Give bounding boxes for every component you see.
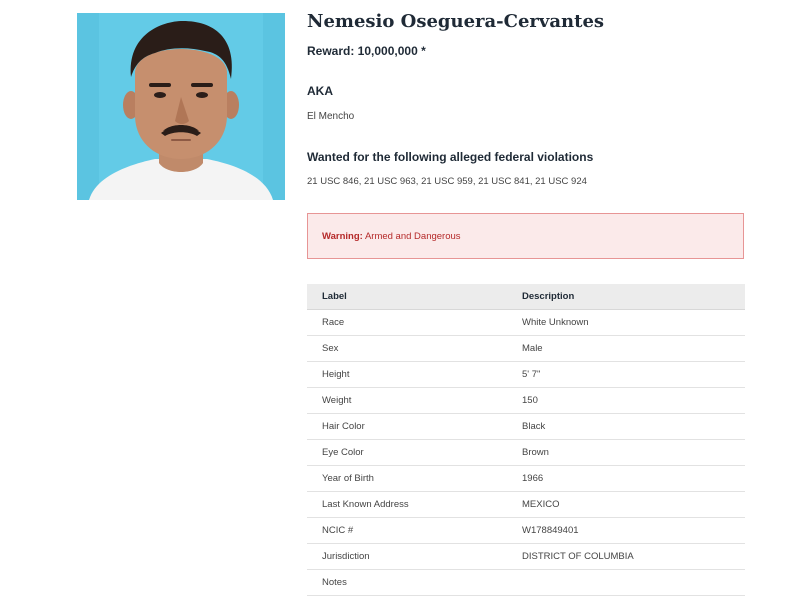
row-value: MEXICO (507, 492, 745, 518)
row-label: Notes (307, 570, 507, 596)
warning-label: Warning: (322, 231, 363, 242)
reward-amount: Reward: 10,000,000 * (307, 44, 426, 58)
row-value: W178849401 (507, 518, 745, 544)
row-value: 1966 (507, 466, 745, 492)
details-table (307, 284, 745, 596)
row-label: Last Known Address (307, 492, 507, 518)
row-label: Jurisdiction (307, 544, 507, 570)
table-row (307, 310, 745, 336)
table-row (307, 544, 745, 570)
row-label: Height (307, 362, 507, 388)
table-row (307, 492, 745, 518)
table-row (307, 518, 745, 544)
table-row (307, 466, 745, 492)
column-header-label: Label (307, 284, 507, 310)
table-row (307, 570, 745, 596)
warning-text: Armed and Dangerous (364, 231, 461, 242)
aka-heading: AKA (307, 84, 333, 98)
row-label: Race (307, 310, 507, 336)
row-value: Brown (507, 440, 745, 466)
row-value (507, 570, 745, 596)
table-header-row (307, 284, 745, 310)
subject-photo (77, 13, 285, 200)
aka-value: El Mencho (307, 111, 355, 122)
table-row (307, 440, 745, 466)
row-value: 5' 7" (507, 362, 745, 388)
violations-list: 21 USC 846, 21 USC 963, 21 USC 959, 21 USC 841, 21 USC 924 (307, 176, 587, 187)
row-label: Weight (307, 388, 507, 414)
row-value: Male (507, 336, 745, 362)
warning-alert (307, 213, 744, 259)
table-row (307, 414, 745, 440)
table-row (307, 362, 745, 388)
row-label: Year of Birth (307, 466, 507, 492)
table-row (307, 336, 745, 362)
row-label: NCIC # (307, 518, 507, 544)
subject-name: Nemesio Oseguera-Cervantes (307, 11, 605, 32)
warning-message (322, 231, 461, 242)
row-label: Sex (307, 336, 507, 362)
violations-heading: Wanted for the following alleged federal violations (307, 150, 594, 164)
row-value: Black (507, 414, 745, 440)
table-row (307, 388, 745, 414)
column-header-description: Description (507, 284, 745, 310)
row-value: DISTRICT OF COLUMBIA (507, 544, 745, 570)
portrait-illustration (77, 13, 285, 200)
row-label: Hair Color (307, 414, 507, 440)
row-label: Eye Color (307, 440, 507, 466)
row-value: 150 (507, 388, 745, 414)
row-value: White Unknown (507, 310, 745, 336)
